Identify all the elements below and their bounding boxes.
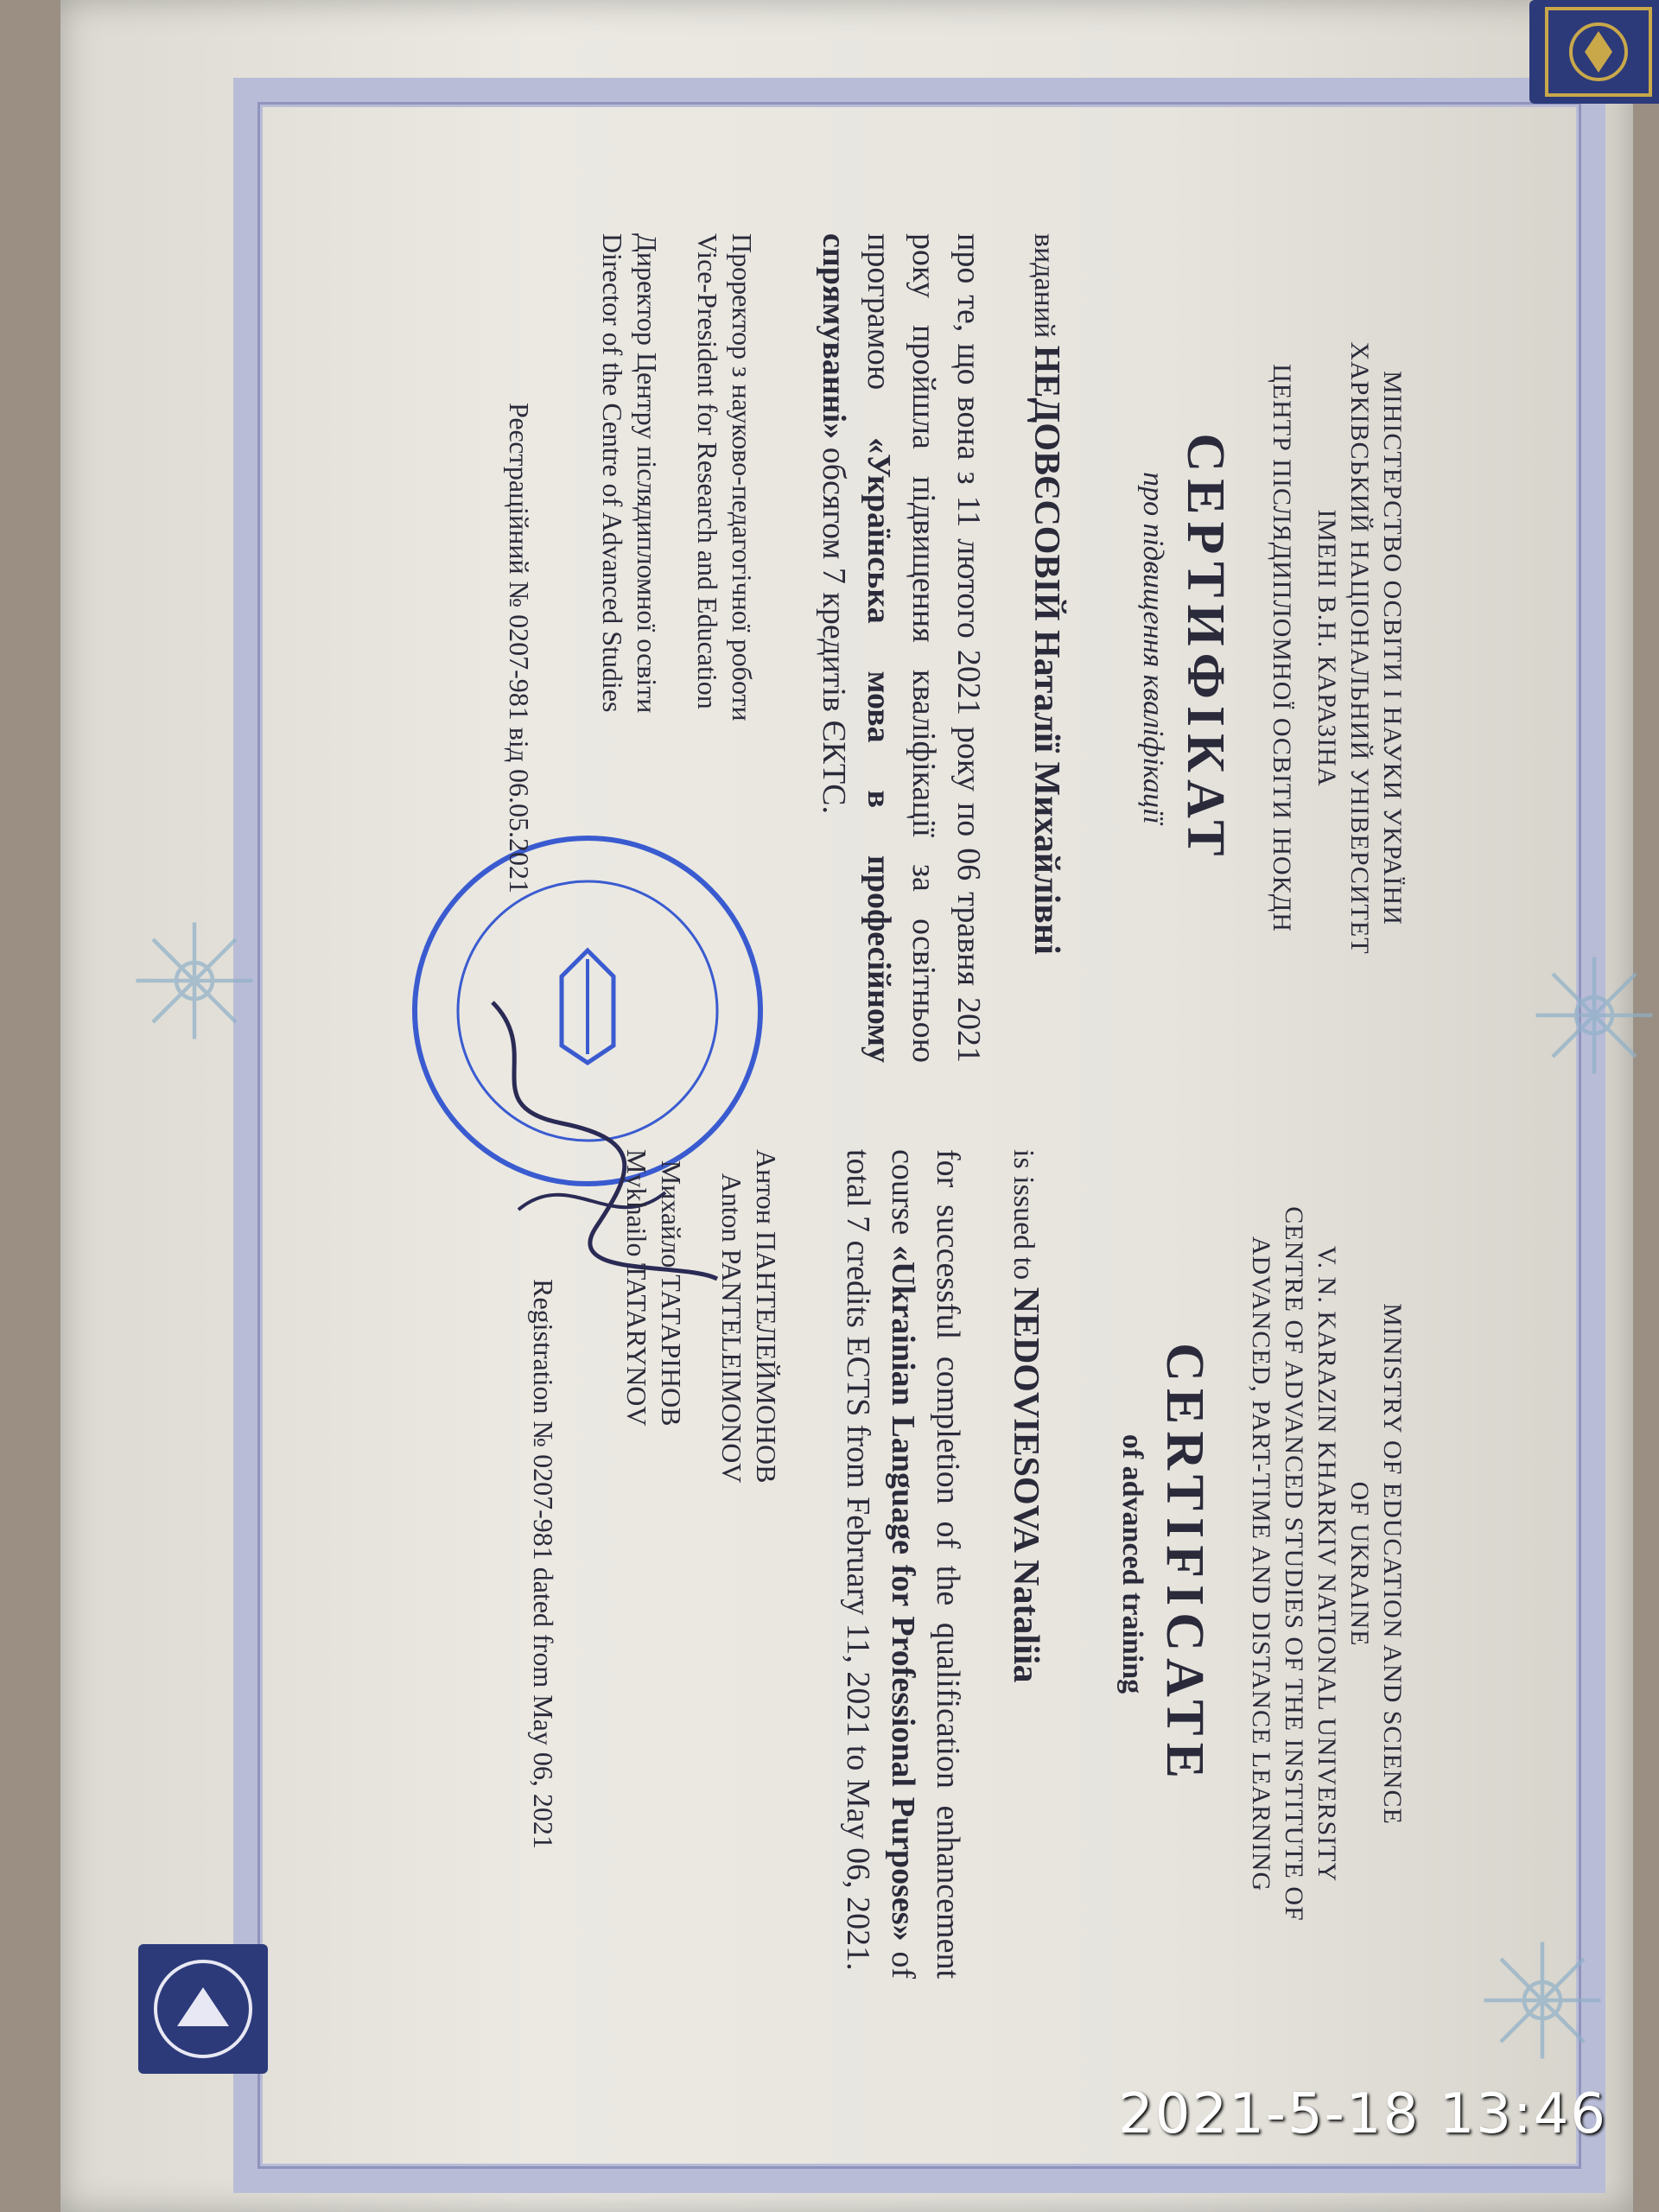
body-text-en-1: for successful completion of the qualification enhancement course [885, 1149, 966, 1979]
signatory-1-title: Проректор з науково-педагогічної роботи [727, 233, 758, 721]
signatory-2-name-en: Mykhailo TATARYNOV [621, 1149, 652, 1427]
snowflake-ornament-icon [1478, 1936, 1607, 2065]
signatory-1-name: Антон ПАНТЕЛЕЙМОНОВ [751, 1149, 782, 1484]
english-column [527, 1149, 1408, 1979]
university-header: ХАРКІВСЬКИЙ НАЦІОНАЛЬНИЙ УНІВЕРСИТЕТ [1345, 341, 1374, 955]
certificate-subtitle: про підвищення кваліфікації [1137, 472, 1169, 824]
certificate-body [811, 233, 991, 1063]
university-name: ІМЕНІ В.Н. КАРАЗІНА [1313, 509, 1341, 787]
ukrainian-column [503, 233, 1408, 1063]
body-text-en-2: of total 7 credits ECTS from February 11, 2021 to May 06, 2021. [840, 1149, 921, 1979]
recipient-name-en: NEDOVIESOVA Nataliia [1006, 1287, 1046, 1683]
body-text-2: обсягом 7 кредитів ЄКТС. [816, 447, 852, 814]
certificate-title-en: CERTIFICATE [1155, 1343, 1214, 1785]
certificate-content [276, 156, 1469, 2056]
certificate-title: СЕРТИФІКАТ [1176, 433, 1235, 863]
issued-prefix: виданий [1028, 233, 1060, 339]
snowflake-ornament-icon [130, 916, 259, 1046]
centre-header-en: CENTRE OF ADVANCED STUDIES OF THE INSTITUTE OF [1280, 1206, 1308, 1922]
certificate-subtitle-en: of advanced training [1116, 1433, 1148, 1694]
ministry-header-en-2: OF UKRAINE [1345, 1481, 1374, 1647]
university-header-en: V. N. KARAZIN KHARKIV NATIONAL UNIVERSITY [1313, 1245, 1341, 1883]
camera-timestamp: 2021-5-18 13:46 [1118, 2082, 1607, 2146]
signatory-2-title: Директор Центру післядипломної освіти [632, 233, 663, 714]
signatory-2-title-en: Director of the Centre of Advanced Studies [597, 233, 628, 713]
course-name: «Українська мова в професійному спрямуванні» [816, 233, 897, 1063]
signature-block-2 [595, 233, 664, 1063]
issued-line [1026, 233, 1067, 1063]
signatory-1-title-en: Vice-President for Research and Education [692, 233, 723, 709]
snowflake-ornament-icon [1529, 950, 1659, 1080]
registration-en: Registration № 0207-981 dated from May 06, 2021 [528, 1279, 559, 1849]
signature-block-1 [690, 233, 760, 1063]
course-name-en: «Ukrainian Language for Professional Purposes» [885, 1244, 921, 1942]
ministry-header: МІНІСТЕРСТВО ОСВІТИ І НАУКИ УКРАЇНИ [1378, 371, 1407, 925]
signatory-2-name: Михайло ТАТАРІНОВ [656, 1160, 687, 1427]
signature-names-2 [620, 1149, 689, 1979]
ministry-header-en: MINISTRY OF EDUCATION AND SCIENCE [1378, 1303, 1407, 1825]
registration-ua: Реєстраційний № 0207-981 від 06.05.2021 [504, 402, 535, 894]
certificate-body-en [836, 1149, 970, 1979]
body-text-1: про те, що вона з 11 лютого 2021 року по 06 травня 2021 року пройшла підвищення кваліфікації за освітньою програмою [861, 233, 987, 1063]
institute-emblem-icon [138, 1944, 268, 2074]
issued-prefix-en: is issued to [1007, 1149, 1039, 1281]
recipient-name: НЕДОВЄСОВІЙ Наталії Михайлівні [1027, 345, 1066, 955]
centre-header-en-2: ADVANCED, PART-TIME AND DISTANCE LEARNING [1247, 1236, 1275, 1892]
signatory-1-name-en: Anton PANTELEIMONOV [716, 1173, 747, 1484]
university-emblem-icon [1529, 0, 1659, 104]
issued-line-en [1005, 1149, 1046, 1979]
signature-names-1 [715, 1149, 784, 1979]
certificate-sheet [60, 0, 1633, 2212]
centre-header: ЦЕНТР ПІСЛЯДИПЛОМНОЇ ОСВІТИ ІНОКДН [1268, 364, 1296, 932]
